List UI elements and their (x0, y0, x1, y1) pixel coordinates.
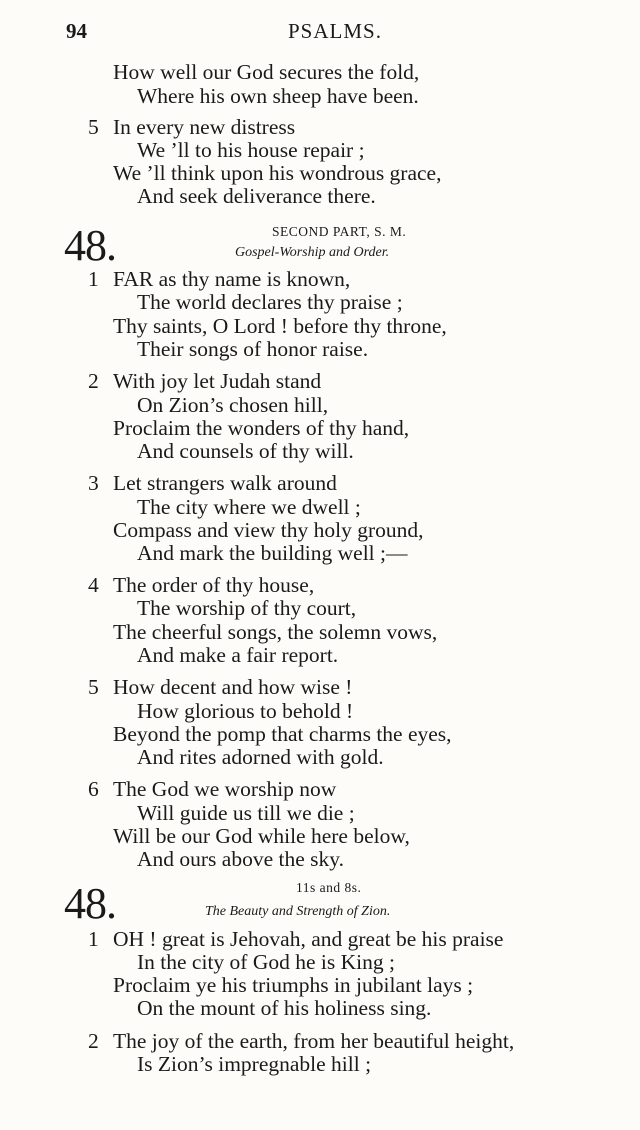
verse-line: We ’ll think upon his wondrous grace, (113, 161, 442, 185)
verse-line: In the city of God he is King ; (137, 950, 395, 974)
stanza-number: 3 (88, 471, 99, 495)
verse-line: Their songs of honor raise. (137, 337, 369, 361)
hymn-number: 48. (64, 221, 116, 270)
verse-line: How well our God secures the fold, (113, 60, 420, 84)
verse-line: Proclaim ye his triumphs in jubilant lays ; (113, 973, 474, 997)
stanza-number: 1 (88, 267, 99, 291)
verse-line: Compass and view thy holy ground, (113, 518, 424, 542)
verse-line: Will be our God while here below, (113, 824, 410, 848)
verse-line: Beyond the pomp that charms the eyes, (113, 722, 452, 746)
stanza-number: 2 (88, 369, 99, 393)
verse-line: In every new distress (113, 115, 296, 139)
verse-line: And mark the building well ;— (137, 541, 408, 565)
verse-line: The world declares thy praise ; (137, 290, 403, 314)
verse-line: The city where we dwell ; (137, 495, 361, 519)
verse-line: And rites adorned with gold. (137, 745, 384, 769)
page-number: 94 (66, 19, 87, 43)
verse-line: Will guide us till we die ; (137, 801, 355, 825)
stanza-number: 4 (88, 573, 99, 597)
stanza-number: 6 (88, 777, 99, 801)
verse-line: And seek deliverance there. (137, 184, 376, 208)
verse-line: The joy of the earth, from her beautiful height, (113, 1029, 515, 1053)
hymn-meter: SECOND PART, S. M. (272, 224, 407, 239)
verse-line: Let strangers walk around (113, 471, 337, 495)
verse-line: On Zion’s chosen hill, (137, 393, 329, 417)
verse-line: Thy saints, O Lord ! before thy throne, (113, 314, 447, 338)
stanza-number: 2 (88, 1029, 99, 1053)
hymn-subtitle: Gospel-Worship and Order. (235, 245, 390, 260)
verse-line: How glorious to behold ! (137, 699, 354, 723)
verse-line: Proclaim the wonders of thy hand, (113, 416, 410, 440)
verse-line: The cheerful songs, the solemn vows, (113, 620, 438, 644)
stanza-number: 5 (88, 675, 99, 699)
verse-line: We ’ll to his house repair ; (137, 138, 365, 162)
verse-line: On the mount of his holiness sing. (137, 996, 432, 1020)
verse-line: FAR as thy name is known, (113, 267, 351, 291)
verse-line: The order of thy house, (113, 573, 315, 597)
verse-line: Is Zion’s impregnable hill ; (137, 1052, 372, 1076)
verse-line: The God we worship now (113, 777, 337, 801)
verse-line: And make a fair report. (137, 643, 339, 667)
running-title: PSALMS. (288, 19, 382, 43)
verse-line: OH ! great is Jehovah, and great be his praise (113, 927, 504, 951)
hymn-subtitle: The Beauty and Strength of Zion. (205, 904, 391, 919)
verse-line: Where his own sheep have been. (137, 84, 419, 108)
verse-line: And ours above the sky. (137, 847, 345, 871)
stanza-number: 1 (88, 927, 99, 951)
verse-line: How decent and how wise ! (113, 675, 353, 699)
stanza-number: 5 (88, 115, 99, 139)
verse-line: The worship of thy court, (137, 596, 357, 620)
verse-line: And counsels of thy will. (137, 439, 354, 463)
hymn-meter: 11s and 8s. (296, 880, 362, 895)
verse-line: With joy let Judah stand (113, 369, 322, 393)
hymn-number: 48. (64, 879, 116, 928)
